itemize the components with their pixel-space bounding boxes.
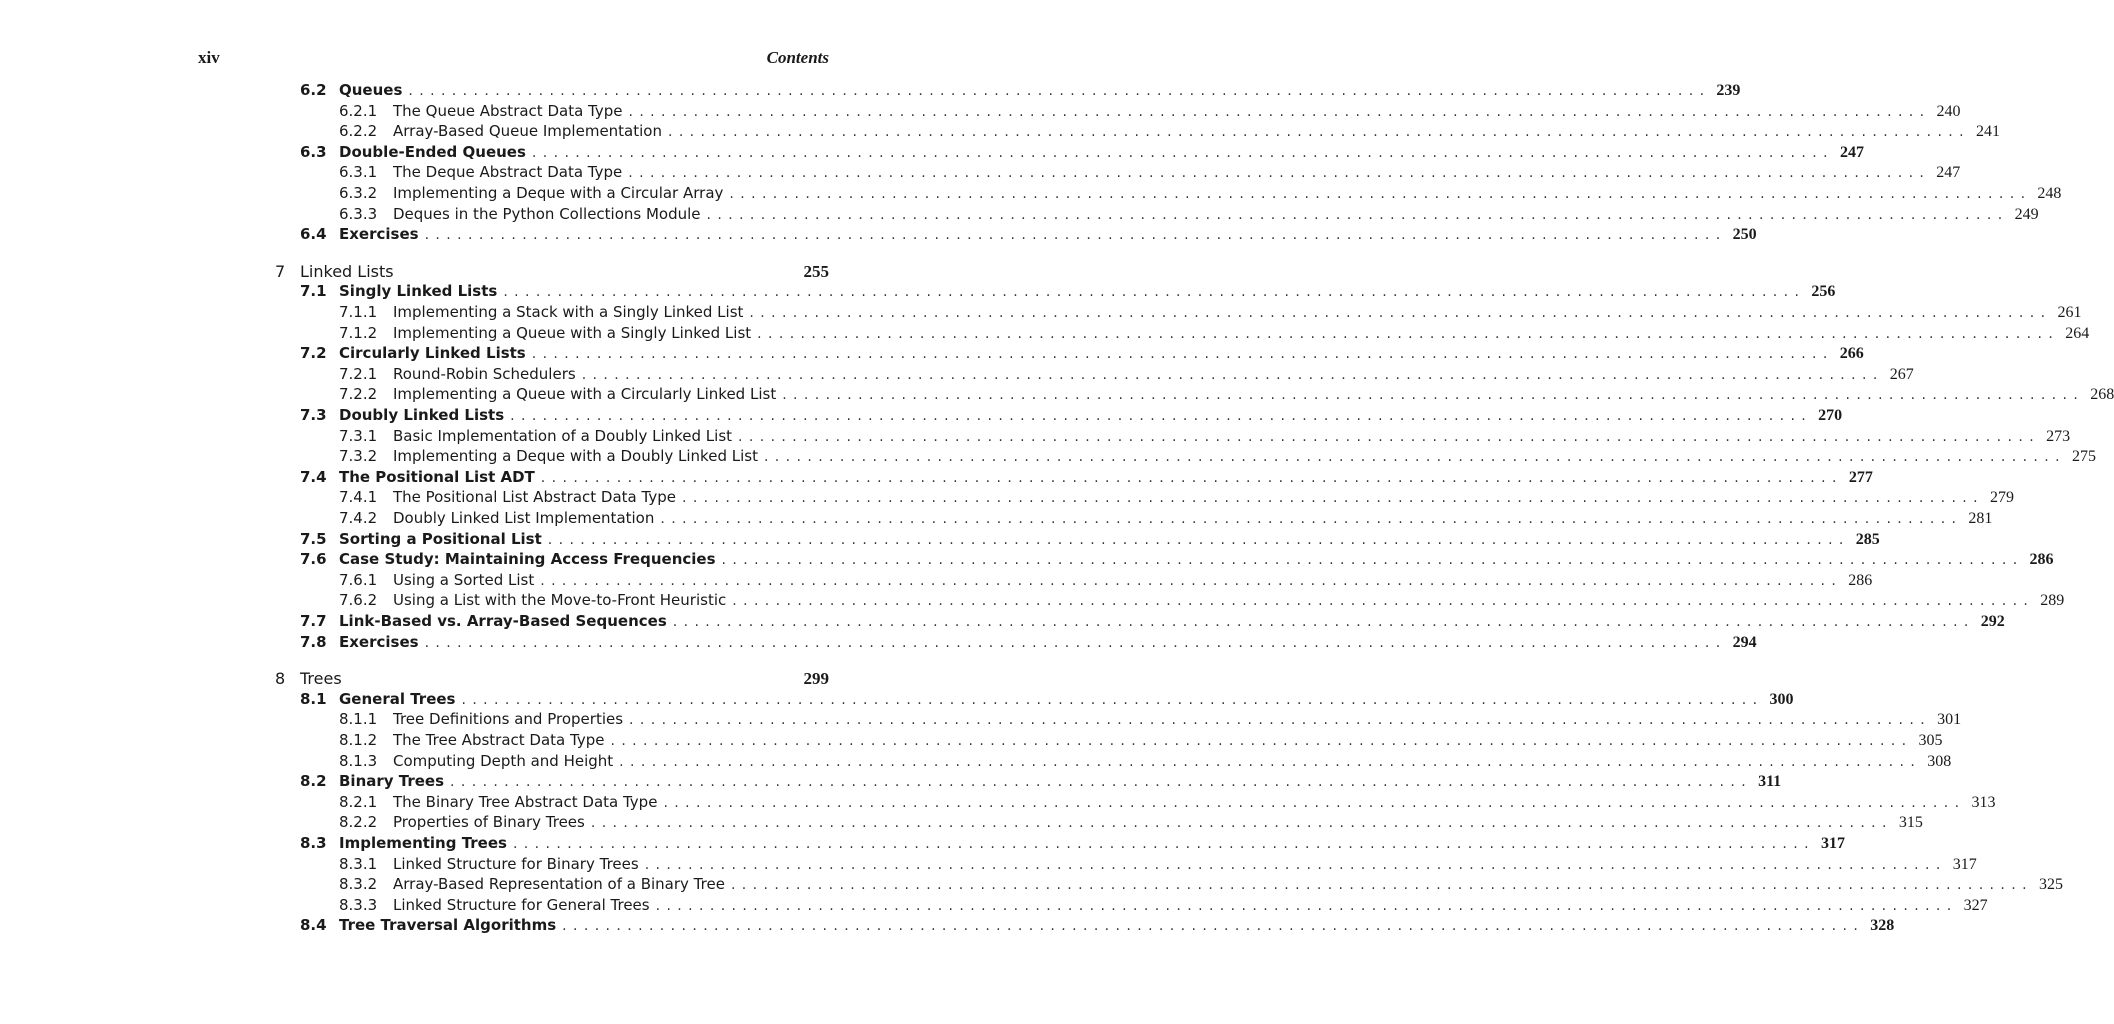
toc-entry-number: 6.2 — [300, 81, 327, 99]
toc-entry-title: The Positional List Abstract Data Type — [393, 488, 676, 506]
toc-section-entry — [300, 611, 2005, 632]
dot-leader: ........................................................................................................................ — [749, 305, 2052, 321]
toc-page-number: 289 — [2040, 592, 2065, 609]
toc-entry-title: Array-Based Queue Implementation — [393, 122, 662, 140]
toc-page-number: 239 — [1716, 82, 1741, 99]
toc-entry-title: Implementing a Deque with a Doubly Linked List — [393, 447, 758, 465]
dot-leader: ........................................................................................................................ — [547, 532, 1850, 548]
dot-leader: ........................................................................................................................ — [667, 124, 1971, 140]
dot-leader: ........................................................................................................................ — [450, 774, 1753, 790]
toc-page-number: 286 — [2029, 551, 2054, 568]
toc-subsection-entry — [339, 709, 1962, 730]
dot-leader: ........................................................................................................................ — [732, 593, 2035, 609]
toc-page-number: 325 — [2038, 876, 2063, 893]
toc-entry-number: 7.2 — [300, 344, 327, 362]
toc-page-number: 317 — [1952, 856, 1977, 873]
toc-page-number: 299 — [803, 669, 829, 688]
toc-section-entry — [300, 281, 1836, 302]
toc-section-entry — [300, 80, 1741, 101]
toc-entry-number: 8.2.1 — [339, 793, 378, 811]
toc-page-number: 268 — [2090, 386, 2114, 403]
toc-entry-title: Using a Sorted List — [393, 571, 535, 589]
dot-leader: ........................................................................................................................ — [408, 83, 1711, 99]
toc-entry-title: Exercises — [339, 225, 419, 243]
dot-leader: ........................................................................................................................ — [531, 346, 1834, 362]
dot-leader: ........................................................................................................................ — [540, 470, 1843, 486]
toc-entry-title: The Tree Abstract Data Type — [393, 731, 605, 749]
toc-page-number: 270 — [1818, 407, 1843, 424]
toc-page-number: 294 — [1732, 634, 1757, 651]
toc-entry-number: 6.2.1 — [339, 102, 378, 120]
toc-entry-title: Case Study: Maintaining Access Frequencies — [339, 550, 716, 568]
toc-subsection-entry — [339, 426, 2071, 447]
toc-entry-number: 6.3 — [300, 143, 327, 161]
toc-entry-title: Binary Trees — [339, 772, 445, 790]
toc-entry-number: 7 — [275, 262, 286, 281]
toc-page-number: 247 — [1839, 144, 1864, 161]
toc-section-entry — [300, 142, 1864, 163]
toc-chapter-entry — [275, 261, 829, 282]
toc-subsection-entry — [339, 508, 1993, 529]
dot-leader: ........................................................................................................................ — [644, 857, 1947, 873]
toc-entry-number: 6.4 — [300, 225, 327, 243]
dot-leader: ........................................................................................................................ — [503, 284, 1806, 300]
toc-section-entry — [300, 343, 1864, 364]
toc-page-number: 267 — [1889, 366, 1914, 383]
toc-subsection-entry — [339, 162, 1961, 183]
toc-section-entry — [300, 689, 1794, 710]
toc-entry-title: Link-Based vs. Array-Based Sequences — [339, 612, 667, 630]
toc-entry-title: Sorting a Positional List — [339, 530, 542, 548]
toc-page-number: 292 — [1980, 613, 2005, 630]
toc-subsection-entry — [339, 751, 1952, 772]
toc-entry-number: 8 — [275, 669, 286, 688]
toc-entry-number: 8.3 — [300, 834, 327, 852]
toc-subsection-entry — [339, 730, 1943, 751]
toc-page-number: 249 — [2014, 206, 2039, 223]
dot-leader: ........................................................................................................................ — [660, 511, 1963, 527]
dot-leader: ........................................................................................................................ — [610, 733, 1913, 749]
dot-leader: ........................................................................................................................ — [629, 712, 1932, 728]
toc-page-number: 285 — [1855, 531, 1880, 548]
toc-entry-title: Computing Depth and Height — [393, 752, 614, 770]
toc-subsection-entry — [339, 792, 1996, 813]
toc-entry-title: The Positional List ADT — [339, 468, 535, 486]
toc-entry-number: 8.3.2 — [339, 875, 378, 893]
toc-page-number: 273 — [2046, 428, 2071, 445]
dot-leader: ........................................................................................................................ — [763, 449, 2066, 465]
toc-entry-title: Implementing a Deque with a Circular Array — [393, 184, 724, 202]
toc-section-entry — [300, 771, 1782, 792]
dot-leader: ........................................................................................................................ — [663, 795, 1966, 811]
toc-section-entry — [300, 529, 1880, 550]
toc-entry-title: Exercises — [339, 633, 419, 651]
toc-entry-title: Deques in the Python Collections Module — [393, 205, 701, 223]
toc-page-number: 248 — [2037, 185, 2062, 202]
toc-entry-title: Linked Structure for Binary Trees — [393, 855, 639, 873]
toc-page-number: 240 — [1936, 103, 1961, 120]
toc-entry-title: Tree Definitions and Properties — [393, 710, 624, 728]
toc-entry-number: 7.2.2 — [339, 385, 378, 403]
toc-entry-title: Linked Lists — [300, 262, 394, 281]
toc-entry-number: 8.1.3 — [339, 752, 378, 770]
toc-entry-number: 7.2.1 — [339, 365, 378, 383]
toc-page-number: 308 — [1927, 753, 1952, 770]
toc-entry-title: Linked Structure for General Trees — [393, 896, 650, 914]
toc-entry-number: 7.4.2 — [339, 509, 378, 527]
toc-entry-number: 7.4 — [300, 468, 327, 486]
toc-page-number: 327 — [1963, 897, 1988, 914]
dot-leader: ........................................................................................................................ — [562, 918, 1865, 934]
toc-page-number: 264 — [2065, 325, 2090, 342]
toc-section-entry — [300, 915, 1895, 936]
dot-leader: ........................................................................................................................ — [730, 877, 2033, 893]
toc-entry-number: 8.3.1 — [339, 855, 378, 873]
toc-entry-number: 7.3.1 — [339, 427, 378, 445]
toc-page-number: 279 — [1990, 489, 2014, 506]
running-title: Contents — [766, 48, 829, 67]
toc-entry-title: Trees — [300, 669, 342, 688]
toc-page-number: 277 — [1848, 469, 1873, 486]
toc-entry-number: 8.3.3 — [339, 896, 378, 914]
toc-page-number: 315 — [1898, 814, 1923, 831]
toc-page-number: 313 — [1971, 794, 1996, 811]
toc-entry-number: 6.3.2 — [339, 184, 378, 202]
toc-subsection-entry — [339, 874, 2063, 895]
dot-leader: ........................................................................................................................ — [655, 898, 1958, 914]
toc-subsection-entry — [339, 895, 1988, 916]
toc-page-number: 261 — [2057, 304, 2082, 321]
toc-page-number: 281 — [1968, 510, 1993, 527]
toc-entry-number: 7.1.1 — [339, 303, 378, 321]
toc-entry-title: Implementing a Stack with a Singly Linked List — [393, 303, 744, 321]
toc-subsection-entry — [339, 812, 1923, 833]
toc-entry-number: 7.3 — [300, 406, 327, 424]
toc-entry-title: Doubly Linked Lists — [339, 406, 505, 424]
toc-subsection-entry — [339, 183, 2062, 204]
toc-entry-title: The Deque Abstract Data Type — [393, 163, 623, 181]
toc-page-number: 317 — [1820, 835, 1845, 852]
toc-entry-number: 6.3.1 — [339, 163, 378, 181]
toc-subsection-entry — [339, 204, 2039, 225]
toc-section-entry — [300, 833, 1845, 854]
toc-entry-number: 8.4 — [300, 916, 327, 934]
toc-entry-title: Circularly Linked Lists — [339, 344, 526, 362]
toc-entry-number: 8.1.1 — [339, 710, 378, 728]
dot-leader: ........................................................................................................................ — [510, 408, 1813, 424]
toc-entry-title: Using a List with the Move-to-Front Heuristic — [393, 591, 727, 609]
dot-leader: ........................................................................................................................ — [424, 227, 1727, 243]
toc-entry-number: 6.3.3 — [339, 205, 378, 223]
toc-chapter-entry — [275, 668, 829, 689]
toc-section-entry — [300, 549, 2054, 570]
dot-leader: ........................................................................................................................ — [738, 429, 2041, 445]
toc-subsection-entry — [339, 364, 1914, 385]
dot-leader: ........................................................................................................................ — [531, 145, 1834, 161]
toc-entry-title: Basic Implementation of a Doubly Linked List — [393, 427, 733, 445]
toc-entry-title: Properties of Binary Trees — [393, 813, 585, 831]
toc-page-number: 255 — [803, 262, 829, 281]
toc-subsection-entry — [339, 854, 1977, 875]
toc-section-entry — [300, 405, 1843, 426]
toc-entry-number: 7.8 — [300, 633, 327, 651]
toc-subsection-entry — [339, 570, 1873, 591]
toc-section-entry — [300, 467, 1873, 488]
toc-entry-number: 6.2.2 — [339, 122, 378, 140]
toc-subsection-entry — [339, 302, 2082, 323]
toc-entry-number: 7.5 — [300, 530, 327, 548]
toc-page-number: 275 — [2071, 448, 2096, 465]
toc-page-number: 286 — [1848, 572, 1873, 589]
toc-subsection-entry — [339, 323, 2090, 344]
toc-entry-title: Queues — [339, 81, 403, 99]
toc-page-number: 250 — [1732, 226, 1757, 243]
toc-entry-number: 7.3.2 — [339, 447, 378, 465]
toc-entry-number: 7.6.2 — [339, 591, 378, 609]
toc-subsection-entry — [339, 121, 2001, 142]
dot-leader: ........................................................................................................................ — [782, 387, 2085, 403]
toc-entry-title: Array-Based Representation of a Binary Tree — [393, 875, 725, 893]
toc-page-number: 266 — [1839, 345, 1864, 362]
toc-entry-number: 8.1.2 — [339, 731, 378, 749]
dot-leader: ........................................................................................................................ — [628, 165, 1931, 181]
toc-entry-number: 7.1 — [300, 282, 327, 300]
dot-leader: ........................................................................................................................ — [628, 104, 1931, 120]
toc-page-number: 301 — [1937, 711, 1962, 728]
toc-subsection-entry — [339, 487, 2014, 508]
toc-entry-title: Singly Linked Lists — [339, 282, 498, 300]
dot-leader: ........................................................................................................................ — [681, 490, 1984, 506]
toc-entry-title: General Trees — [339, 690, 456, 708]
toc-section-entry — [300, 224, 1757, 245]
dot-leader: ........................................................................................................................ — [619, 754, 1922, 770]
dot-leader: ........................................................................................................................ — [721, 552, 2024, 568]
page-number-label: xiv — [198, 48, 220, 67]
toc-entry-number: 8.1 — [300, 690, 327, 708]
toc-entry-title: The Queue Abstract Data Type — [393, 102, 623, 120]
toc-entry-number: 7.1.2 — [339, 324, 378, 342]
toc-section-entry — [300, 632, 1757, 653]
toc-entry-title: Doubly Linked List Implementation — [393, 509, 655, 527]
toc-entry-title: Double-Ended Queues — [339, 143, 526, 161]
toc-entry-title: Round-Robin Schedulers — [393, 365, 576, 383]
toc-page-number: 247 — [1936, 164, 1961, 181]
toc-page-number: 241 — [1976, 123, 2001, 140]
toc-page-number: 300 — [1769, 691, 1794, 708]
toc-page-number: 311 — [1758, 773, 1782, 790]
dot-leader: ........................................................................................................................ — [512, 836, 1815, 852]
toc-entry-title: Implementing a Queue with a Circularly Linked List — [393, 385, 777, 403]
dot-leader: ........................................................................................................................ — [424, 635, 1727, 651]
toc-entry-title: Implementing Trees — [339, 834, 507, 852]
toc-page-number: 305 — [1918, 732, 1943, 749]
toc-page-number: 328 — [1870, 917, 1895, 934]
toc-entry-number: 8.2.2 — [339, 813, 378, 831]
dot-leader: ........................................................................................................................ — [729, 186, 2032, 202]
toc-entry-number: 7.6.1 — [339, 571, 378, 589]
toc-entry-title: Tree Traversal Algorithms — [339, 916, 557, 934]
toc-entry-number: 7.7 — [300, 612, 327, 630]
dot-leader: ........................................................................................................................ — [757, 326, 2060, 342]
toc-subsection-entry — [339, 101, 1961, 122]
dot-leader: ........................................................................................................................ — [672, 614, 1975, 630]
dot-leader: ........................................................................................................................ — [706, 207, 2009, 223]
toc-entry-number: 7.6 — [300, 550, 327, 568]
toc-entry-number: 7.4.1 — [339, 488, 378, 506]
toc-subsection-entry — [339, 384, 2114, 405]
toc-entry-title: The Binary Tree Abstract Data Type — [393, 793, 658, 811]
toc-page-number: 256 — [1811, 283, 1836, 300]
toc-subsection-entry — [339, 446, 2096, 467]
toc-entry-title: Implementing a Queue with a Singly Linked List — [393, 324, 752, 342]
dot-leader: ........................................................................................................................ — [581, 367, 1884, 383]
dot-leader: ........................................................................................................................ — [540, 573, 1843, 589]
dot-leader: ........................................................................................................................ — [461, 692, 1764, 708]
toc-entry-number: 8.2 — [300, 772, 327, 790]
toc-subsection-entry — [339, 590, 2065, 611]
dot-leader: ........................................................................................................................ — [590, 815, 1893, 831]
